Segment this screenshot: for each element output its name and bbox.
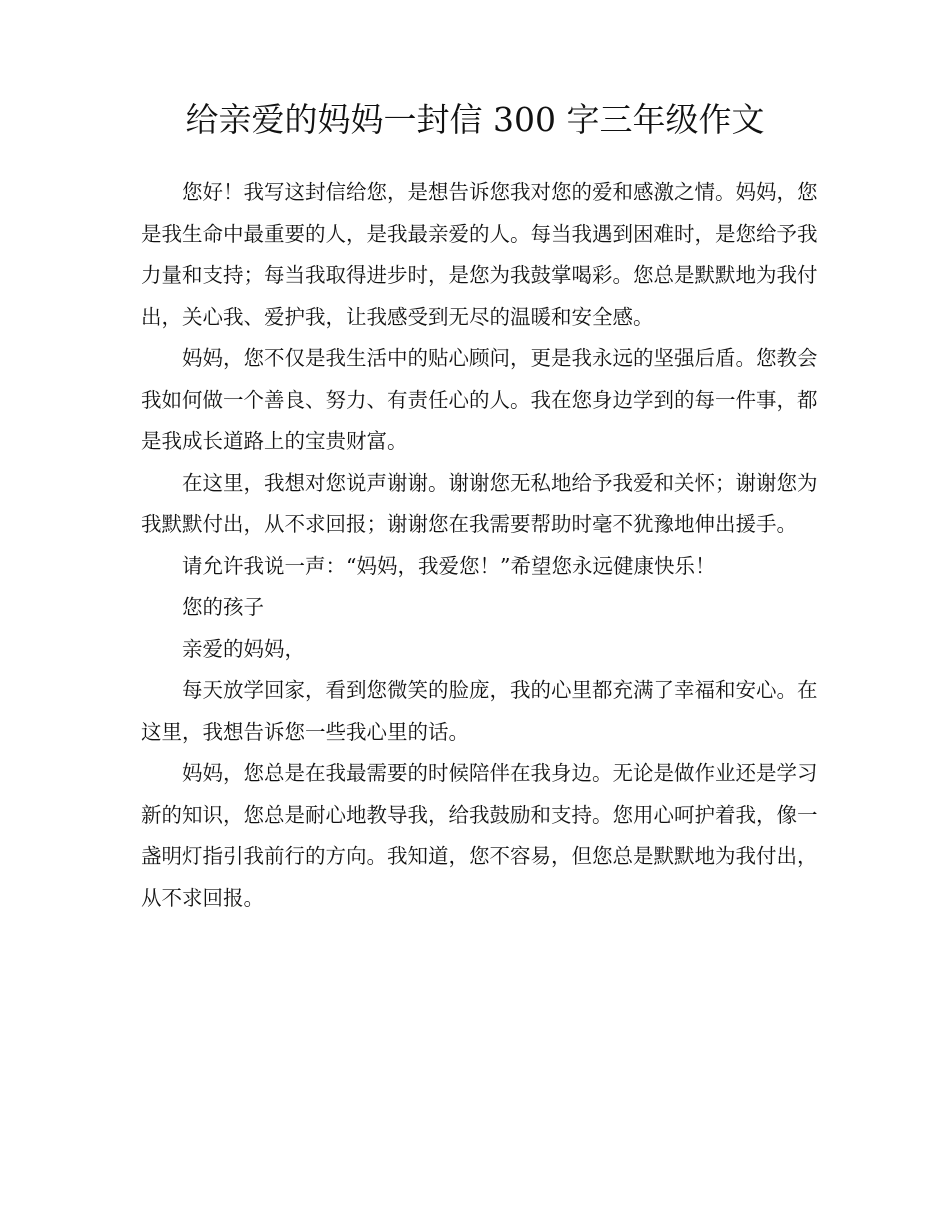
paragraph: 您好！我写这封信给您，是想告诉您我对您的爱和感激之情。妈妈，您是我生命中最重要的人，是我最亲爱的人。每当我遇到困难时，是您给予我力量和支持；每当我取得进步时，是您为我鼓掌喝彩。您总是默默地为我付出，关心我、爱护我，让我感受到无尽的温暖和安全感。 [141, 180, 818, 329]
salutation-line: 亲爱的妈妈， [182, 636, 305, 661]
paragraph: 妈妈，您总是在我最需要的时候陪伴在我身边。无论是做作业还是学习新的知识，您总是耐心地教导我，给我鼓励和支持。您用心呵护着我，像一盏明灯指引我前行的方向。我知道，您不容易，但您总是默默地为我付出，从不求回报。 [141, 761, 818, 910]
paragraph: 每天放学回家，看到您微笑的脸庞，我的心里都充满了幸福和安心。在这里，我想告诉您一些我心里的话。 [141, 678, 818, 744]
document-body [141, 172, 823, 919]
paragraph: 在这里，我想对您说声谢谢。谢谢您无私地给予我爱和关怀；谢谢您为我默默付出，从不求回报；谢谢您在我需要帮助时毫不犹豫地伸出援手。 [141, 470, 818, 536]
paragraph: 妈妈，您不仅是我生活中的贴心顾问，更是我永远的坚强后盾。您教会我如何做一个善良、努力、有责任心的人。我在您身边学到的每一件事，都是我成长道路上的宝贵财富。 [141, 346, 818, 453]
paragraph: 请允许我说一声：“妈妈，我爱您！”希望您永远健康快乐！ [182, 553, 716, 578]
signature-line: 您的孩子 [182, 595, 264, 619]
document-title: 给亲爱的妈妈一封信 300 字三年级作文 [185, 100, 765, 139]
